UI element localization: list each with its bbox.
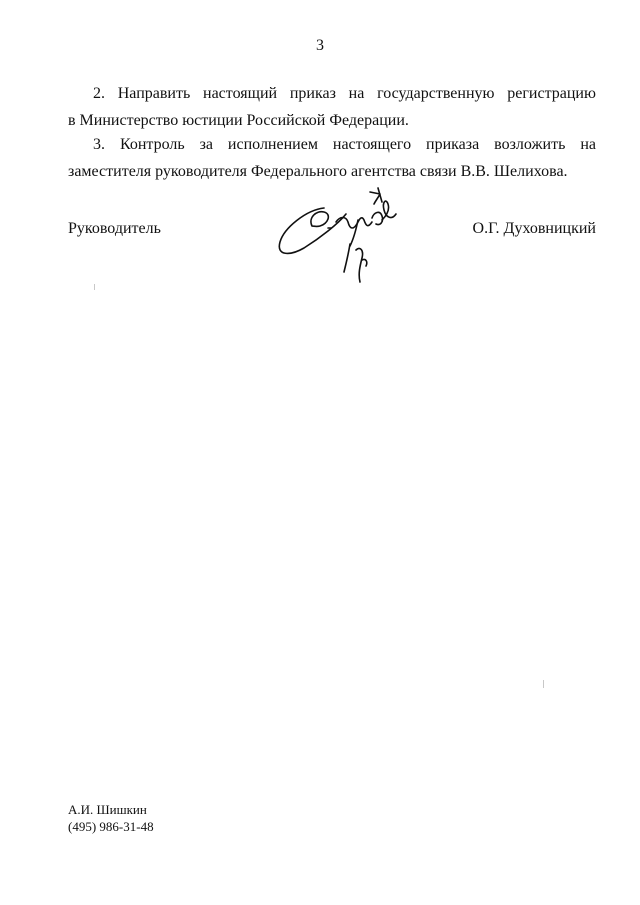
paragraph-2-line-1 (68, 80, 596, 107)
paragraph-2-line-2: в Министерство юстиции Российской Федерации. (68, 112, 409, 129)
footer-phone: (495) 986-31-48 (68, 819, 154, 834)
page-number: 3 (316, 37, 324, 54)
paragraph-2-word: регистрацию (507, 85, 596, 102)
footer-author: А.И. Шишкин (68, 802, 147, 817)
scan-speck (94, 284, 95, 290)
paragraph-2-word: государственную (377, 85, 495, 102)
handwritten-signature (276, 180, 426, 290)
scan-speck (543, 680, 544, 688)
paragraph-2-word: настоящий (203, 85, 278, 102)
paragraph-2-word: Направить (117, 85, 191, 102)
paragraph-2-word: 2. (93, 85, 105, 102)
signatory-name: О.Г. Духовницкий (472, 220, 596, 237)
signatory-title: Руководитель (68, 220, 161, 237)
paragraph-2 (68, 80, 596, 134)
footer-contact (68, 801, 154, 835)
paragraph-3: 3. Контроль за исполнением настоящего приказа возложить на заместителя руководителя Федерального агентства связи В.В. Шелихова. (68, 136, 596, 180)
paragraph-2-word: на (348, 85, 365, 102)
paragraph-2-word: приказ (289, 85, 336, 102)
